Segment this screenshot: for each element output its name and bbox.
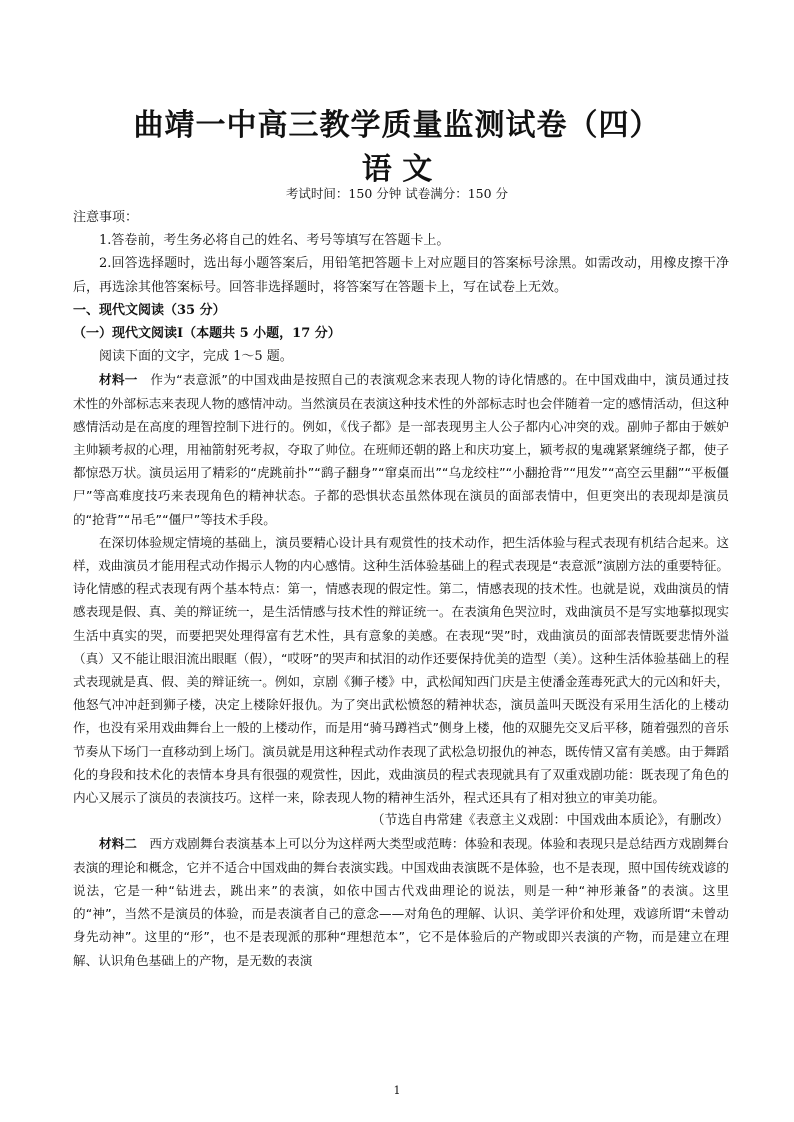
material2-label: 材料二 [99,836,137,852]
material2-paragraph-1 [73,832,729,971]
section-heading: 一、现代文阅读（35 分） [73,302,226,318]
exam-meta: 考试时间：150 分钟 试卷满分：150 分 [285,186,509,201]
notice-heading: 注意事项： [73,210,139,225]
material1-paragraph-1 [73,368,729,530]
reading-instruction: 阅读下面的文字，完成 1～5 题。 [99,349,293,365]
material1-source: （节选自冉常建《表意主义戏剧：中国戏曲本质论》，有删改） [371,813,729,829]
subsection-heading: （一）现代文阅读Ⅰ（本题共 5 小题，17 分） [73,326,341,342]
notice-item-2: 2.回答选择题时，选出每小题答案后，用铅笔把答题卡上对应题目的答案标号涂黑。如需改动，用橡皮擦干净后，再选涂其他答案标号。回答非选择题时，将答案写在答题卡上，写在试卷上无效。 [73,256,729,295]
subject-title: 语 文 [361,152,433,187]
material1-label: 材料一 [99,372,138,388]
material1-paragraph-2: 在深切体验规定情境的基础上，演员要精心设计具有观赏性的技术动作，把生活体验与程式表现有机结合起来。这样，戏曲演员才能用程式动作揭示人物的内心感情。这种生活体验基础上的程式表现是“表意派”演剧方法的重要特征。诗化情感的程式表现有两个基本特点：第一，情感表现的假定性。第二，情感表现的技术性。也就是说，戏曲演员的情感表现是假、真、美的辩证统一，是生活情感与技术性的辩证统一。在表演角色哭泣时，戏曲演员不是写实地摹拟现实生活中真实的哭，而要把哭处理得富有艺术性，具有意象的美感。在表现“哭”时，戏曲演员的面部表情既要悲情外溢（真）又不能让眼泪流出眼眶（假），“哎呀”的哭声和拭泪的动作还要保持优美的造型（美）。这种生活体验基础上的程式表现就是真、假、美的辩证统一。例如，京剧《狮子楼》中，武松闻知西门庆是主使潘金莲毒死武大的元凶和奸夫，他怒气冲冲赶到狮子楼，决定上楼除奸报仇。为了突出武松愤怒的精神状态，演员盖叫天既没有采用生活化的上楼动作，也没有采用戏曲舞台上一般的上楼动作，而是用“骑马蹲裆式”侧身上楼，他的双腿先交叉后平移，随着强烈的音乐节奏从下场门一直移动到上场门。演员就是用这种程式动作表现了武松急切报仇的神态，既传情又富有美感。由于舞蹈化的身段和技术化的表情本身具有很强的观赏性，因此，戏曲演员的程式表现就具有了双重戏剧功能：既表现了角色的内心又展示了演员的表演技巧。这样一来，除表现人物的精神生活外，程式还具有了相对独立的审美功能。 [73,534,729,806]
page-number: 1 [393,1084,401,1097]
material2-text-1: 西方戏剧舞台表演基本上可以分为这样两大类型或范畴：体验和表现。体验和表现只是总结西方戏剧舞台表演的理论和概念，它并不适合中国戏曲的舞台表演实践。中国戏曲表演既不是体验，也不是表现，照中国传统戏谚的说法，它是一种“钻进去，跳出来”的表演，如依中国古代戏曲理论的说法，则是一种“神形兼备”的表演。这里的“神”，当然不是演员的体验，而是表演者自己的意念——对角色的理解、认识、美学评价和处理，戏谚所谓“未曾动身先动神”。这里的“形”，也不是表现派的那种“理想范本”，它不是体验后的产物或即兴表演的产物，而是建立在理解、认识角色基础上的产物，是无数的表演 [73,836,730,968]
exam-body [73,206,729,972]
notice-item-1: 1.答卷前，考生务必将自己的姓名、考号等填写在答题卡上。 [99,233,450,249]
material1-text-1: 作为“表意派”的中国戏曲是按照自己的表演观念来表现人物的诗化情感的。在中国戏曲中，演员通过技术性的外部标志来表现人物的感情冲动。当然演员在表演这种技术性的外部标志时也会伴随着一定的感情活动，但这种感情活动是在高度的理智控制下进行的。例如，《伐子都》是一部表现男主人公子都内心冲突的戏。副帅子都由于嫉妒主帅颍考叔的心理，用袖箭射死考叔，夺取了帅位。在班师还朝的路上和庆功宴上，颍考叔的鬼魂紧紧缠绕子都，使子都惊恐万状。演员运用了精彩的“虎跳前扑”“鹞子翻身”“窜桌而出”“乌龙绞柱”“小翻抢背”“甩发”“高空云里翻”“平板僵尸”等高难度技巧来表现角色的精神状态。子都的恐惧状态虽然体现在演员的面部表情中，但更突出的表现却是演员的“抢背”“吊毛”“僵尸”等技术手段。 [73,372,729,527]
exam-title: 曲靖一中高三教学质量监测试卷（四） [133,108,661,143]
